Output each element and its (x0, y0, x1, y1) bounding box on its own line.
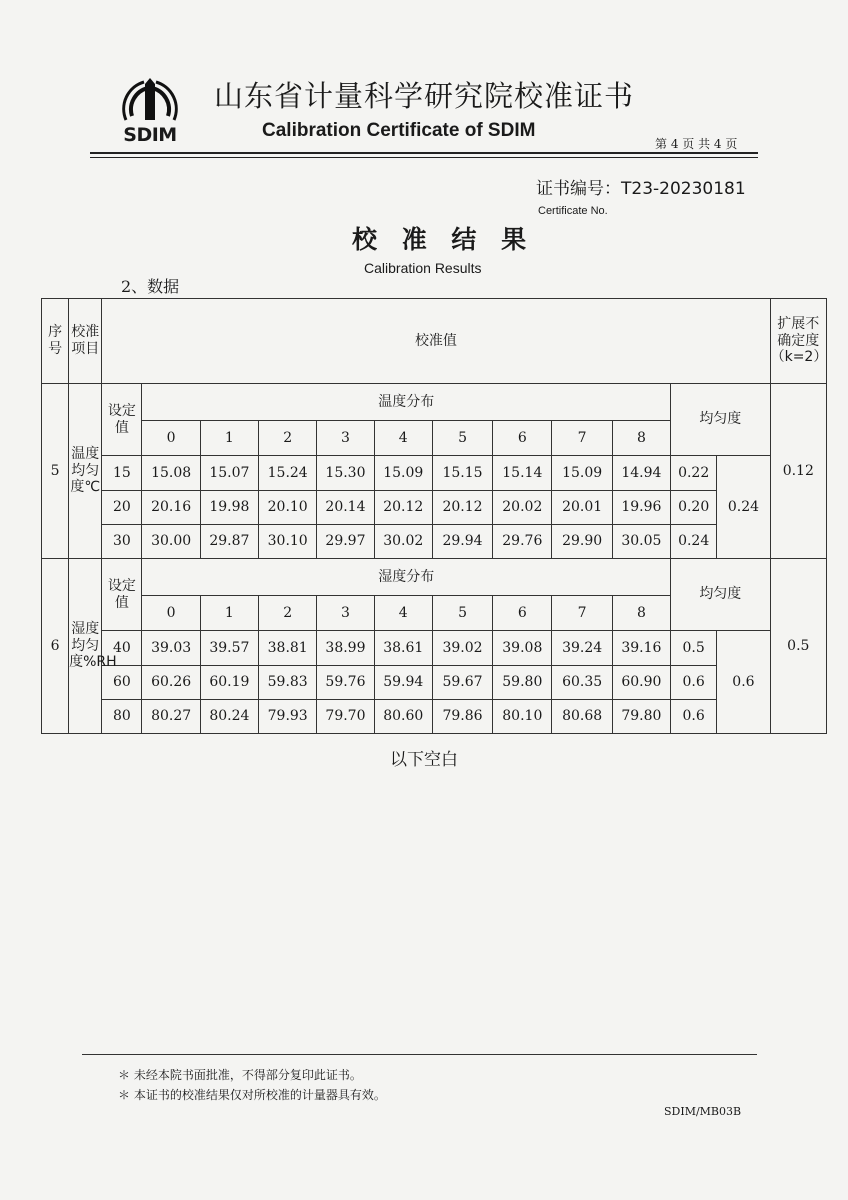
blank-note: 以下空白 (390, 750, 458, 770)
value-cell: 80.68 (552, 699, 612, 733)
point-number-cell: 4 (374, 421, 432, 456)
value-cell: 15.09 (374, 456, 432, 490)
value-cell: 29.87 (200, 524, 258, 558)
value-cell: 30.10 (259, 524, 317, 558)
setpoint-cell: 80 (102, 699, 142, 733)
value-cell: 20.10 (259, 490, 317, 524)
value-cell: 60.19 (200, 665, 258, 699)
value-cell: 38.81 (259, 631, 317, 665)
value-cell: 39.24 (552, 631, 612, 665)
table-row (42, 490, 827, 524)
value-cell: 20.01 (552, 490, 612, 524)
value-cell: 39.03 (142, 631, 200, 665)
certificate-title-cn: 山东省计量科学研究院校准证书 (214, 79, 635, 113)
value-cell: 39.16 (612, 631, 670, 665)
form-code: SDIM/MB03B (664, 1105, 742, 1118)
uncertainty-cell: 0.12 (770, 383, 826, 558)
item-cell: 湿度均匀度%RH (69, 558, 102, 733)
point-number-cell: 6 (493, 596, 552, 631)
certificate-title-en: Calibration Certificate of SDIM (262, 120, 536, 141)
item-cell: 温度均匀度℃ (69, 383, 102, 558)
value-cell: 20.02 (493, 490, 552, 524)
point-number-cell: 7 (552, 596, 612, 631)
value-cell: 80.27 (142, 699, 200, 733)
value-cell: 20.12 (432, 490, 492, 524)
logo-text: SDIM (123, 124, 177, 146)
value-cell: 15.07 (200, 456, 258, 490)
value-cell: 15.09 (552, 456, 612, 490)
table-row (42, 631, 827, 665)
page-info: 第 4 页 共 4 页 (655, 137, 738, 151)
value-cell: 20.14 (317, 490, 374, 524)
point-number-cell: 8 (612, 596, 670, 631)
header-rule-thin (90, 157, 758, 158)
point-number-cell: 6 (493, 421, 552, 456)
setpoint-cell: 30 (102, 524, 142, 558)
point-number-cell: 8 (612, 421, 670, 456)
value-cell: 29.97 (317, 524, 374, 558)
value-cell: 39.08 (493, 631, 552, 665)
seq-cell: 6 (42, 558, 69, 733)
col-item-header: 校准项目 (69, 299, 102, 384)
section-title-en: Calibration Results (364, 260, 482, 276)
distribution-header: 温度分布 (142, 383, 671, 420)
value-cell: 59.67 (432, 665, 492, 699)
value-cell: 15.15 (432, 456, 492, 490)
setpoint-cell: 15 (102, 456, 142, 490)
uniformity-cell: 0.22 (671, 456, 717, 490)
header-rule (90, 152, 758, 154)
value-cell: 79.93 (259, 699, 317, 733)
value-cell: 60.35 (552, 665, 612, 699)
value-cell: 59.80 (493, 665, 552, 699)
uniformity-max-cell: 0.6 (717, 631, 770, 734)
distribution-header: 湿度分布 (142, 558, 671, 595)
value-cell: 38.61 (374, 631, 432, 665)
value-cell: 20.16 (142, 490, 200, 524)
value-cell: 15.14 (493, 456, 552, 490)
value-cell: 19.98 (200, 490, 258, 524)
value-cell: 60.90 (612, 665, 670, 699)
point-number-cell: 2 (259, 596, 317, 631)
point-number-cell: 3 (317, 421, 374, 456)
certificate-number: 证书编号：T23-20230181 (536, 179, 746, 199)
value-cell: 80.10 (493, 699, 552, 733)
uniformity-cell: 0.6 (671, 665, 717, 699)
uniformity-cell: 0.20 (671, 490, 717, 524)
table-row (42, 456, 827, 490)
footer-note-2: ＊ 本证书的校准结果仅对所校准的计量器具有效。 (118, 1088, 386, 1102)
point-number-cell: 1 (200, 596, 258, 631)
table-row (42, 665, 827, 699)
setpoint-cell: 60 (102, 665, 142, 699)
value-cell: 59.76 (317, 665, 374, 699)
point-number-cell: 5 (432, 421, 492, 456)
point-number-cell: 1 (200, 421, 258, 456)
value-cell: 38.99 (317, 631, 374, 665)
value-cell: 29.76 (493, 524, 552, 558)
point-number-cell: 5 (432, 596, 492, 631)
point-number-cell: 3 (317, 596, 374, 631)
uniformity-cell: 0.5 (671, 631, 717, 665)
point-number-cell: 2 (259, 421, 317, 456)
point-number-cell: 0 (142, 421, 200, 456)
value-cell: 30.00 (142, 524, 200, 558)
value-cell: 29.90 (552, 524, 612, 558)
value-cell: 30.02 (374, 524, 432, 558)
point-number-cell: 0 (142, 596, 200, 631)
setpoint-cell: 40 (102, 631, 142, 665)
value-cell: 14.94 (612, 456, 670, 490)
value-cell: 59.83 (259, 665, 317, 699)
seq-cell: 5 (42, 383, 69, 558)
value-cell: 80.60 (374, 699, 432, 733)
uniformity-header: 均匀度 (671, 383, 771, 455)
setpoint-header: 设定值 (102, 383, 142, 455)
setpoint-cell: 20 (102, 490, 142, 524)
point-number-cell: 4 (374, 596, 432, 631)
col-uncertainty-header: 扩展不确定度（k=2） (770, 299, 826, 384)
setpoint-header: 设定值 (102, 558, 142, 630)
col-value-header: 校准值 (102, 299, 770, 384)
value-cell: 20.12 (374, 490, 432, 524)
section-title-cn: 校 准 结 果 (352, 225, 535, 254)
point-number-cell: 7 (552, 421, 612, 456)
footer-note-1: ＊ 未经本院书面批准，不得部分复印此证书。 (118, 1068, 362, 1082)
value-cell: 15.08 (142, 456, 200, 490)
table-row (42, 524, 827, 558)
uniformity-max-cell: 0.24 (717, 456, 770, 559)
value-cell: 79.70 (317, 699, 374, 733)
value-cell: 79.80 (612, 699, 670, 733)
value-cell: 60.26 (142, 665, 200, 699)
uncertainty-cell: 0.5 (770, 558, 826, 733)
value-cell: 30.05 (612, 524, 670, 558)
value-cell: 15.24 (259, 456, 317, 490)
value-cell: 59.94 (374, 665, 432, 699)
results-table (41, 298, 827, 734)
subsection-title: 2、数据 (121, 277, 180, 296)
footer-rule (82, 1054, 757, 1055)
uniformity-cell: 0.24 (671, 524, 717, 558)
uniformity-cell: 0.6 (671, 699, 717, 733)
table-row (42, 699, 827, 733)
value-cell: 15.30 (317, 456, 374, 490)
value-cell: 29.94 (432, 524, 492, 558)
value-cell: 19.96 (612, 490, 670, 524)
value-cell: 39.57 (200, 631, 258, 665)
value-cell: 39.02 (432, 631, 492, 665)
certificate-number-en: Certificate No. (538, 205, 608, 217)
value-cell: 79.86 (432, 699, 492, 733)
value-cell: 80.24 (200, 699, 258, 733)
col-seq-header: 序号 (42, 299, 69, 384)
uniformity-header: 均匀度 (671, 558, 771, 630)
